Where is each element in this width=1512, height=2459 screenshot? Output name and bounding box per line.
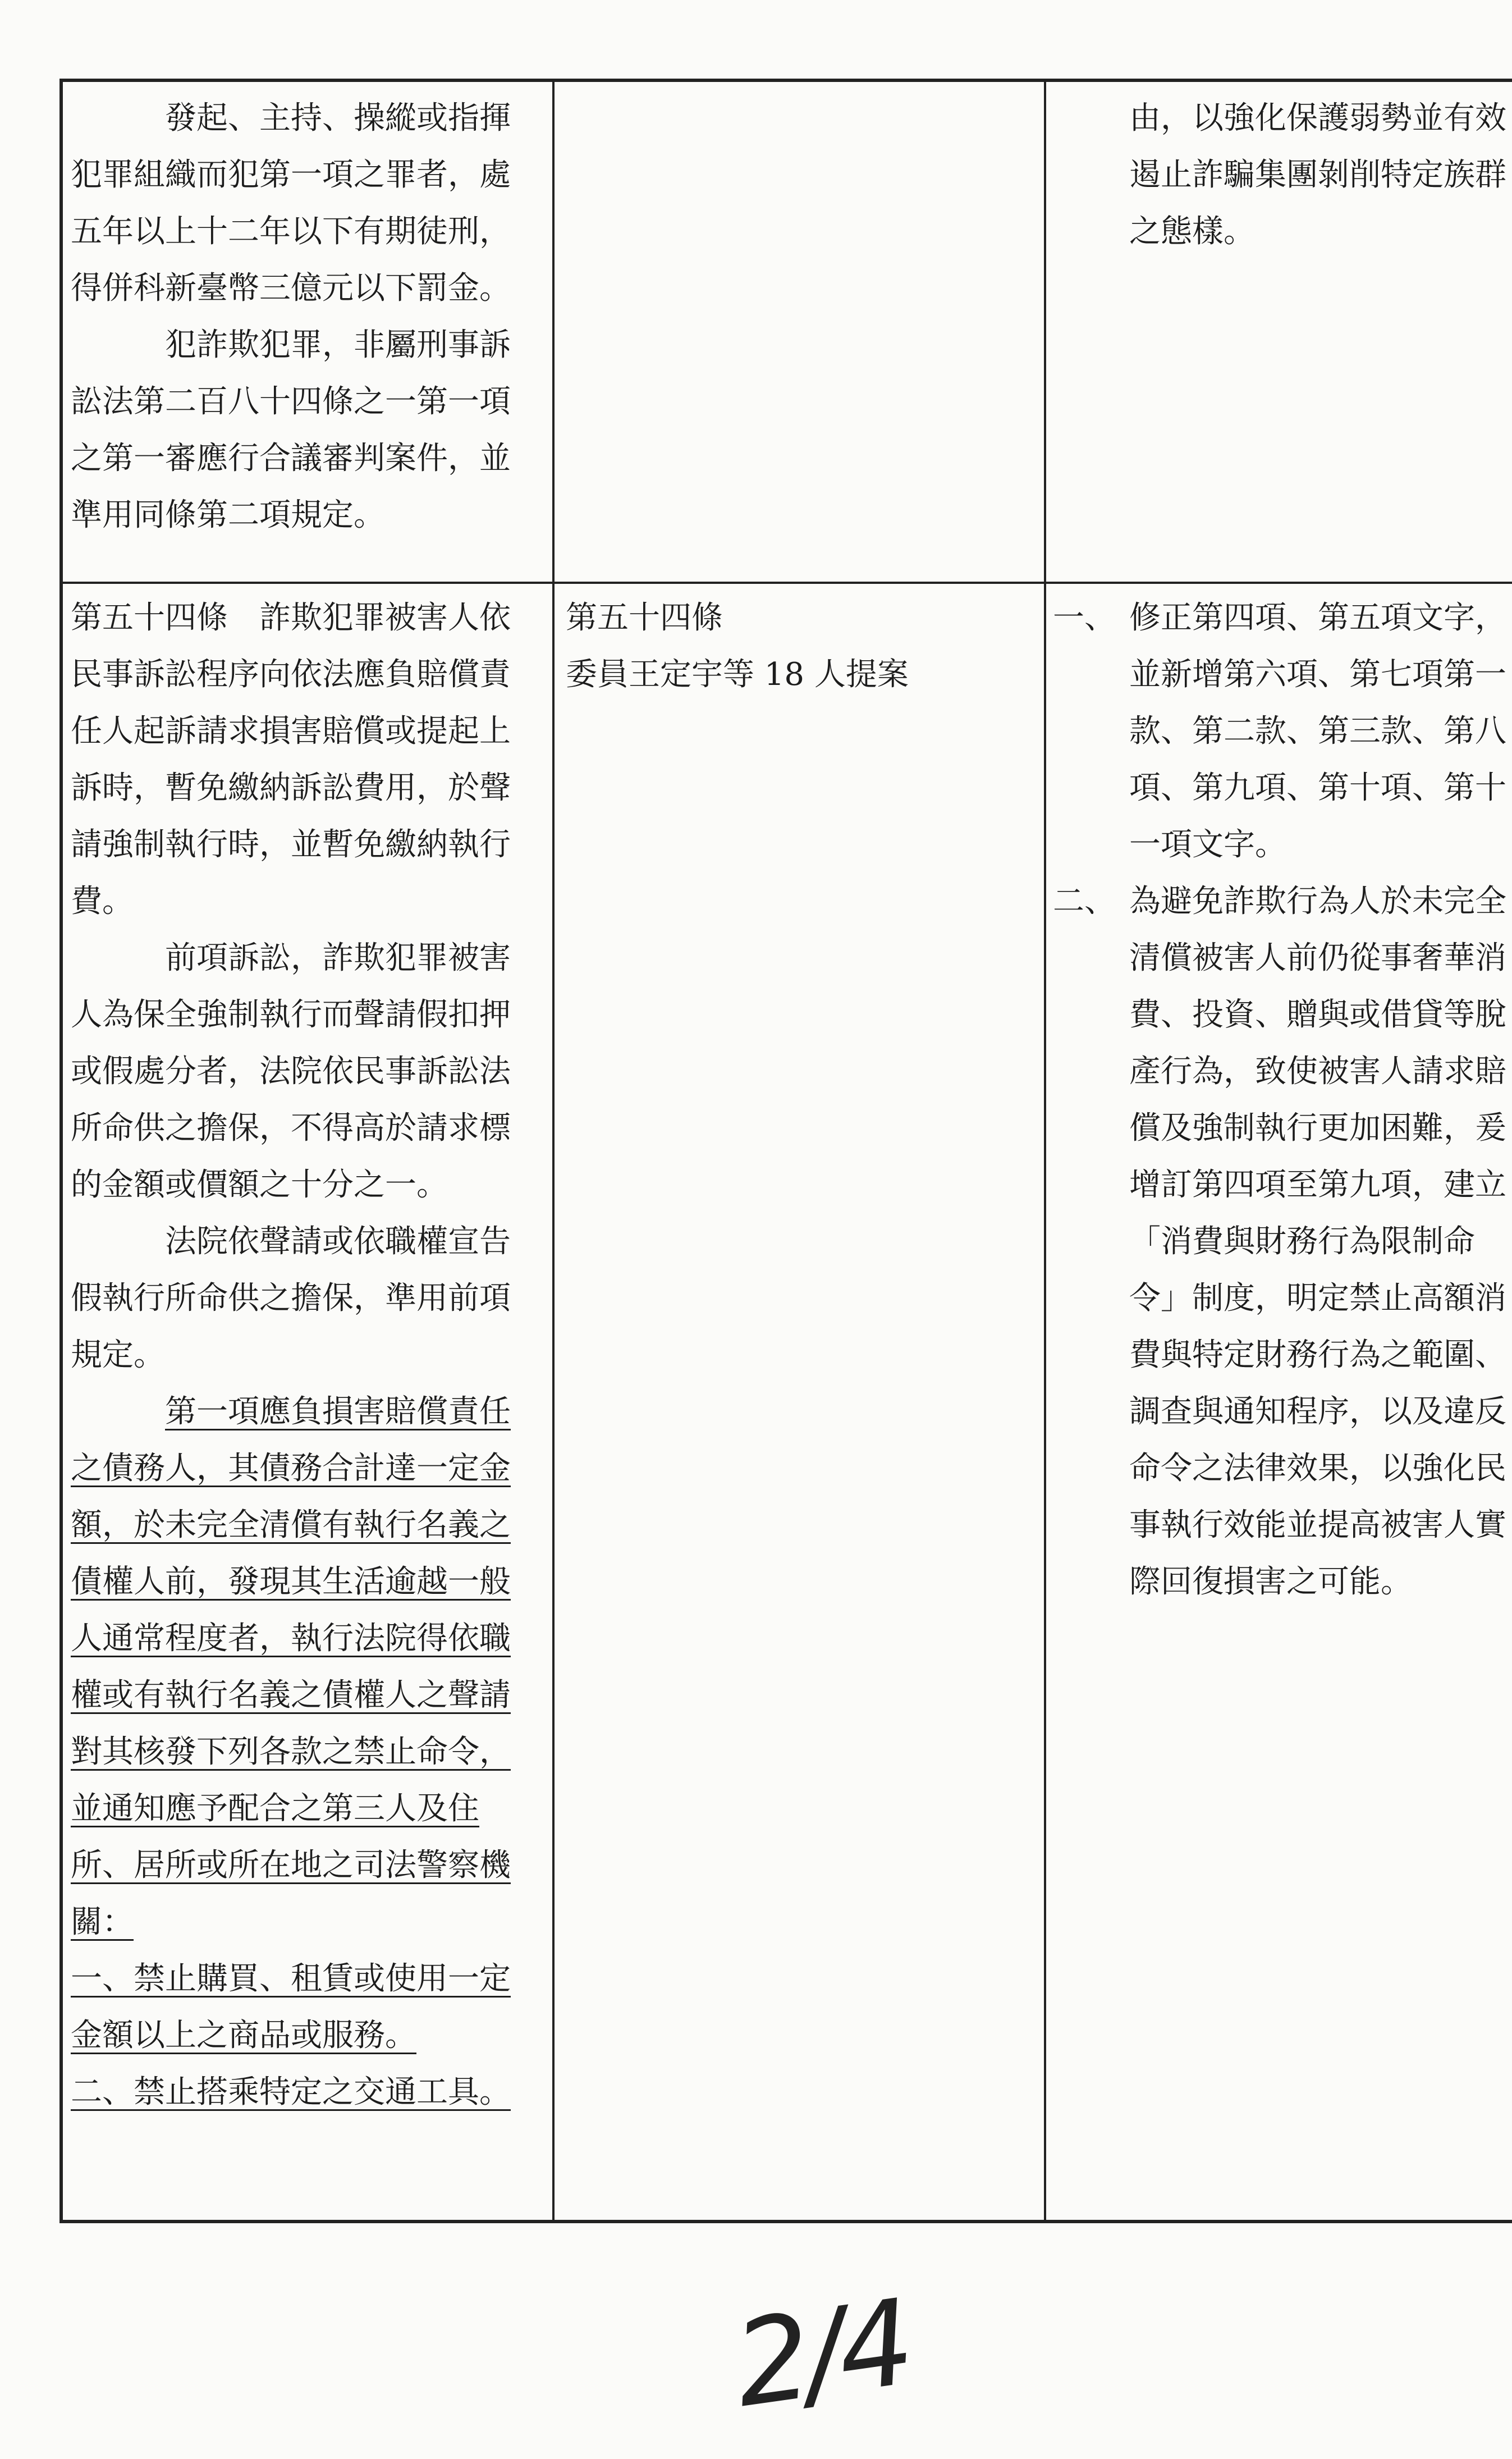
row1-paragraph-2: 犯詐欺犯罪，非屬刑事訴訟法第二百八十四條之一第一項之第一審應行合議審判案件，並準用同條第二項規定。 xyxy=(71,327,511,533)
column-divider-1 xyxy=(552,82,555,2220)
explanation-item-2-number: 二、 xyxy=(1053,883,1116,920)
article-54-heading: 第五十四條 詐欺犯罪被害人依民事訴訟程序向依法應負賠償責任人起訴請求損害賠償或提起上訴時，暫免繳納訴訟費用，於聲請強制執行時，並暫免繳納執行費。 xyxy=(71,600,511,920)
row1-paragraph-1: 發起、主持、操縱或指揮犯罪組織而犯第一項之罪者，處五年以上十二年以下有期徒刑，得併科新臺幣三億元以下罰金。 xyxy=(71,100,511,307)
row2-col1-cell xyxy=(71,589,540,2120)
explanation-item-2 xyxy=(1053,873,1511,1610)
article-54-paragraph-2: 前項訴訟，詐欺犯罪被害人為保全強制執行而聲請假扣押或假處分者，法院依民事訴訟法所命供之擔保，不得高於請求標的金額或價額之十分之一。 xyxy=(71,940,511,1203)
row2-col3-cell xyxy=(1053,589,1511,1610)
comparison-table xyxy=(59,79,1512,2223)
explanation-item-1 xyxy=(1053,589,1511,873)
proposal-article-title: 第五十四條 xyxy=(566,600,723,636)
row-divider xyxy=(63,582,1512,584)
page-number: 2/4 xyxy=(726,2273,917,2434)
row1-col1-cell xyxy=(71,90,540,543)
proposal-sponsor: 委員王定宇等 18 人提案 xyxy=(566,656,909,693)
article-54-paragraph-3: 法院依聲請或依職權宣告假執行所命供之擔保，準用前項規定。 xyxy=(71,1223,511,1373)
column-divider-2 xyxy=(1044,82,1046,2220)
row1-explanation: 由，以強化保護弱勢並有效遏止詐騙集團剝削特定族群之態樣。 xyxy=(1129,100,1506,250)
explanation-item-1-text: 修正第四項、第五項文字，並新增第六項、第七項第一款、第二款、第三款、第八項、第九項、第十項、第十一項文字。 xyxy=(1129,600,1506,863)
explanation-item-2-text: 為避免詐欺行為人於未完全清償被害人前仍從事奢華消費、投資、贈與或借貸等脫產行為，致使被害人請求賠償及強制執行更加困難，爰增訂第四項至第九項，建立「消費與財務行為限制命令」制度，明定禁止高額消費與特定財務行為之範圍、調查與通知程序，以及違反命令之法律效果，以強化民事執行效能並提高被害人實際回復損害之可能。 xyxy=(1129,883,1506,1600)
row1-col3-cell xyxy=(1129,90,1511,260)
row2-col2-cell xyxy=(566,589,1032,703)
article-54-new-item-2: 二、禁止搭乘特定之交通工具。 xyxy=(71,2074,511,2110)
explanation-item-1-number: 一、 xyxy=(1053,600,1116,636)
article-54-new-paragraph: 第一項應負損害賠償責任之債務人，其債務合計達一定金額，於未完全清償有執行名義之債權人前，發現其生活逾越一般人通常程度者，執行法院得依職權或有執行名義之債權人之聲請對其核發下列各款之禁止命令，並通知應予配合之第三人及住所、居所或所在地之司法警察機關： xyxy=(71,1393,511,1940)
article-54-new-item-1: 一、禁止購買、租賃或使用一定金額以上之商品或服務。 xyxy=(71,1960,511,2054)
